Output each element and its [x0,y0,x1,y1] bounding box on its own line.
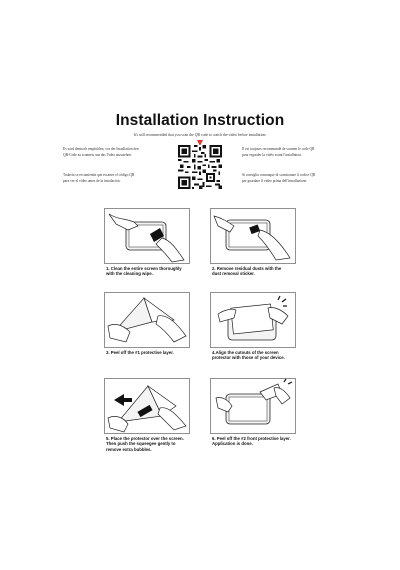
cleaning-wipe-icon [104,208,190,264]
step-3-caption: 3. Peel off the #1 protective layer. [106,350,174,355]
qr-code-icon[interactable] [178,145,222,189]
step-1-caption: 1. Clean the entire screen thoroughly with the cleaning wipe. [106,266,182,277]
align-protector-icon [210,292,296,348]
step-4-illustration [210,292,296,348]
step-4-caption: 4.Align the cutouts of the screen protector with those of your device. [212,350,285,361]
step-3-illustration [104,292,190,348]
step-1-illustration [104,208,190,264]
italian-text: Si consiglia comunque di scansionare il codice QR per guardare il video prima dell'installazione. [242,173,316,183]
page-subtitle: It's still recommended that you scan the QR code to watch the video before installation. [133,133,267,137]
dust-sticker-icon [210,208,296,264]
step-2-caption: 2. Remove residual dusts with the dust removal sticker. [212,266,282,277]
squeegee-icon [104,378,190,434]
spanish-text: Todavía se recomienda que escanee el código QR para ver el vídeo antes de la instalación. [63,173,135,183]
peel-layer-icon [104,292,190,348]
peel-front-layer-icon [210,378,296,434]
step-5-illustration [104,378,190,434]
step-5-caption: 5. Place the protector over the screen. Then push the squeegee gently to remove extra bubbles. [106,436,184,452]
step-2-illustration [210,208,296,264]
step-6-illustration [210,378,296,434]
step-6-caption: 6. Peel off the #2 front protective layer. Application is done. [212,436,291,447]
page-title: Installation Instruction [115,112,285,129]
french-text: Il est toujours recommandé de scanner le code QR pour regarder la vidéo avant l'installation. [242,147,315,157]
german-text: Es wird dennoch empfohlen, vor der Installation den QR-Code zu scannen, um das Video anzusehen. [63,147,139,157]
